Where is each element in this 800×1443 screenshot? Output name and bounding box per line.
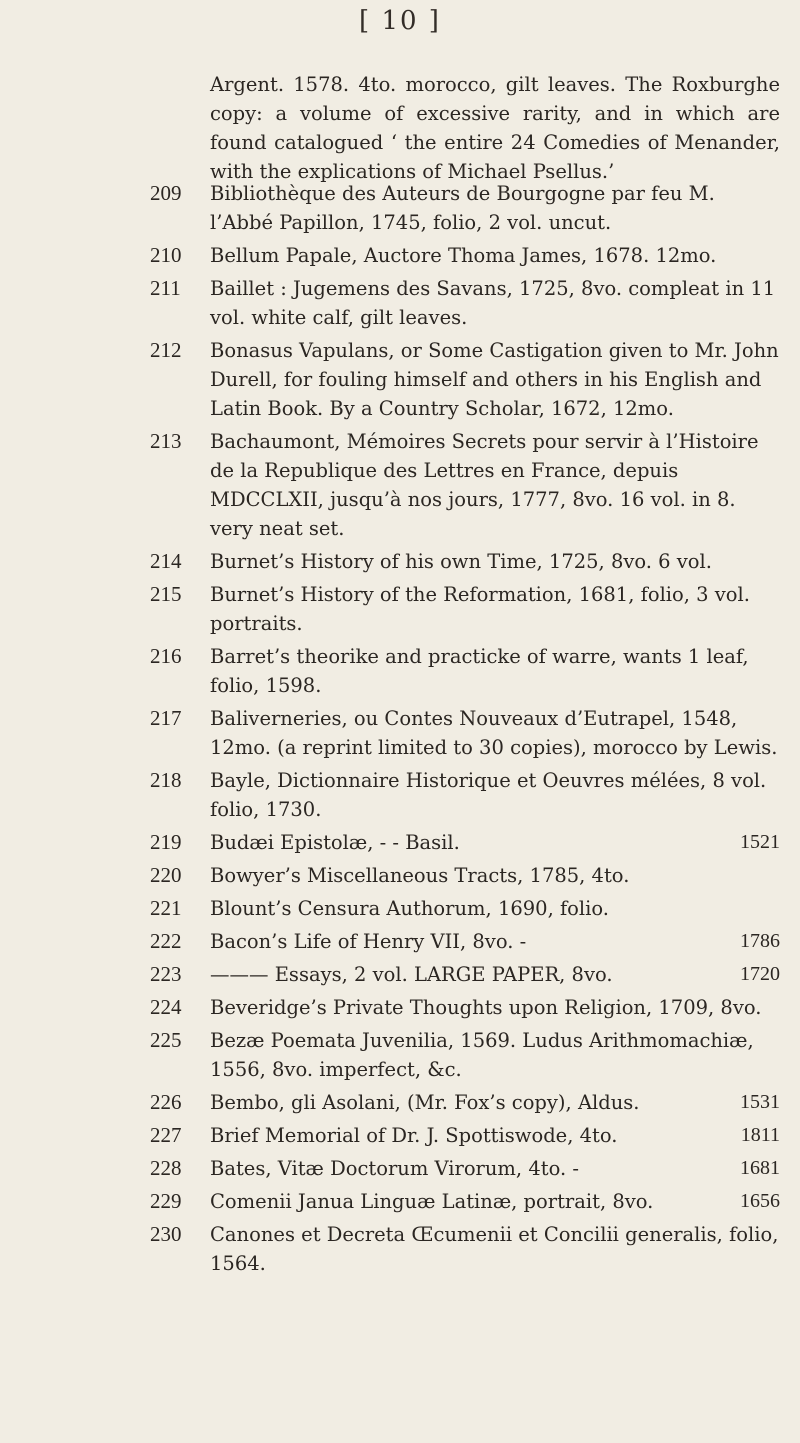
entry-number: 219	[150, 830, 182, 854]
list-item	[0, 1088, 800, 1117]
entry-number: 212	[150, 338, 182, 362]
entry-number: 210	[150, 243, 182, 267]
entry-text: Bowyer’s Miscellaneous Tracts, 1785, 4to.	[210, 864, 630, 887]
entry-text: Bellum Papale, Auctore Thoma James, 1678. 12mo.	[210, 244, 717, 267]
entry-date: 1786	[740, 930, 780, 952]
list-item	[0, 894, 800, 923]
entry-number: 218	[150, 768, 182, 792]
entry-text: Bibliothèque des Auteurs de Bourgogne par feu M. l’Abbé Papillon, 1745, folio, 2 vol. uncut.	[210, 182, 715, 234]
list-item	[0, 1026, 800, 1084]
entry-text-block	[210, 427, 780, 543]
entry-number: 226	[150, 1090, 182, 1114]
entry-text-block	[210, 336, 780, 423]
entry-text: Bacon’s Life of Henry VII, 8vo. -	[210, 930, 527, 953]
list-item	[0, 179, 800, 237]
entry-date: 1811	[740, 1124, 780, 1146]
entry-number: 222	[150, 929, 182, 953]
entry-date: 1531	[740, 1091, 780, 1113]
list-item	[0, 580, 800, 638]
entry-text: Beveridge’s Private Thoughts upon Religion, 1709, 8vo.	[210, 996, 762, 1019]
entry-text-block	[210, 766, 780, 824]
entry-text: Brief Memorial of Dr. J. Spottiswode, 4to.	[210, 1124, 618, 1147]
entry-text-block	[210, 1026, 780, 1084]
entry-text-block	[210, 274, 780, 332]
entry-text: Bayle, Dictionnaire Historique et Oeuvres mélées, 8 vol. folio, 1730.	[210, 769, 767, 821]
list-item	[0, 828, 800, 857]
entry-number: 227	[150, 1123, 182, 1147]
continuation-text: Argent. 1578. 4to. morocco, gilt leaves. The Roxburghe copy: a volume of excessive rarity, and in which are found catalogued ‘ the entire 24 Comedies of Menander, with the explications of Michael Psellus.’	[210, 73, 780, 183]
entry-text: Burnet’s History of his own Time, 1725, 8vo. 6 vol.	[210, 550, 712, 573]
entry-number: 216	[150, 644, 182, 668]
list-item	[0, 274, 800, 332]
list-item	[0, 960, 800, 989]
entry-text: Bachaumont, Mémoires Secrets pour servir à l’Histoire de la Republique des Lettres en France, depuis MDCCLXII, jusqu’à nos jours, 1777, 8vo. 16 vol. in 8. very neat set.	[210, 430, 759, 540]
entry-text: Baliverneries, ou Contes Nouveaux d’Eutrapel, 1548, 12mo. (a reprint limited to 30 copies), morocco by Lewis.	[210, 707, 778, 759]
entry-date: 1720	[740, 963, 780, 985]
entry-text-block	[210, 960, 780, 989]
entry-number: 215	[150, 582, 182, 606]
entry-list	[0, 179, 800, 1282]
entry-text-block	[210, 1154, 780, 1183]
list-item	[0, 1220, 800, 1278]
entry-text: ——— Essays, 2 vol. LARGE PAPER, 8vo.	[210, 963, 613, 986]
list-item	[0, 704, 800, 762]
entry-text-block	[210, 1187, 780, 1216]
list-item	[0, 547, 800, 576]
page-number: [ 10 ]	[359, 6, 441, 36]
list-item	[0, 336, 800, 423]
list-item	[0, 241, 800, 270]
entry-number: 214	[150, 549, 182, 573]
entry-date: 1656	[740, 1190, 780, 1212]
list-item	[0, 861, 800, 890]
list-item	[0, 766, 800, 824]
entry-number: 223	[150, 962, 182, 986]
list-item	[0, 1121, 800, 1150]
entry-text: Baillet : Jugemens des Savans, 1725, 8vo. compleat in 11 vol. white calf, gilt leaves.	[210, 277, 776, 329]
entry-text-block	[210, 704, 780, 762]
entry-text-block	[210, 241, 780, 270]
entry-text-block	[210, 642, 780, 700]
entry-text-block	[210, 1220, 780, 1278]
entry-text-block	[210, 547, 780, 576]
list-item	[0, 1187, 800, 1216]
list-item	[0, 1154, 800, 1183]
entry-number: 229	[150, 1189, 182, 1213]
entry-text-block	[210, 580, 780, 638]
list-item	[0, 427, 800, 543]
list-item	[0, 642, 800, 700]
entry-date: 1521	[740, 831, 780, 853]
list-item	[0, 993, 800, 1022]
list-item	[0, 927, 800, 956]
entry-number: 230	[150, 1222, 182, 1246]
entry-number: 211	[150, 276, 181, 300]
entry-number: 225	[150, 1028, 182, 1052]
entry-text: Budæi Epistolæ, - - Basil.	[210, 831, 460, 854]
entry-number: 217	[150, 706, 182, 730]
entry-text-block	[210, 894, 780, 923]
entry-text-block	[210, 1088, 780, 1117]
entry-text-block	[210, 179, 780, 237]
entry-text: Bezæ Poemata Juvenilia, 1569. Ludus Arithmomachiæ, 1556, 8vo. imperfect, &c.	[210, 1029, 754, 1081]
entry-text-block	[210, 828, 780, 857]
entry-text: Bates, Vitæ Doctorum Virorum, 4to. -	[210, 1157, 579, 1180]
entry-number: 224	[150, 995, 182, 1019]
entry-text: Burnet’s History of the Reformation, 1681, folio, 3 vol. portraits.	[210, 583, 750, 635]
entry-text: Bonasus Vapulans, or Some Castigation given to Mr. John Durell, for fouling himself and others in his English and Latin Book. By a Country Scholar, 1672, 12mo.	[210, 339, 779, 420]
entry-text-block	[210, 1121, 780, 1150]
entry-text-block	[210, 861, 780, 890]
entry-text: Blount’s Censura Authorum, 1690, folio.	[210, 897, 609, 920]
entry-text: Comenii Janua Linguæ Latinæ, portrait, 8vo.	[210, 1190, 654, 1213]
entry-number: 213	[150, 429, 182, 453]
entry-number: 220	[150, 863, 182, 887]
entry-text-block	[210, 927, 780, 956]
entry-date: 1681	[740, 1157, 780, 1179]
entry-number: 221	[150, 896, 182, 920]
entry-text: Barret’s theorike and practicke of warre, wants 1 leaf, folio, 1598.	[210, 645, 749, 697]
entry-text: Canones et Decreta Œcumenii et Concilii generalis, folio, 1564.	[210, 1223, 779, 1275]
entry-text: Bembo, gli Asolani, (Mr. Fox’s copy), Aldus.	[210, 1091, 640, 1114]
entry-text-block	[210, 993, 780, 1022]
entry-number: 228	[150, 1156, 182, 1180]
entry-number: 209	[150, 181, 182, 205]
